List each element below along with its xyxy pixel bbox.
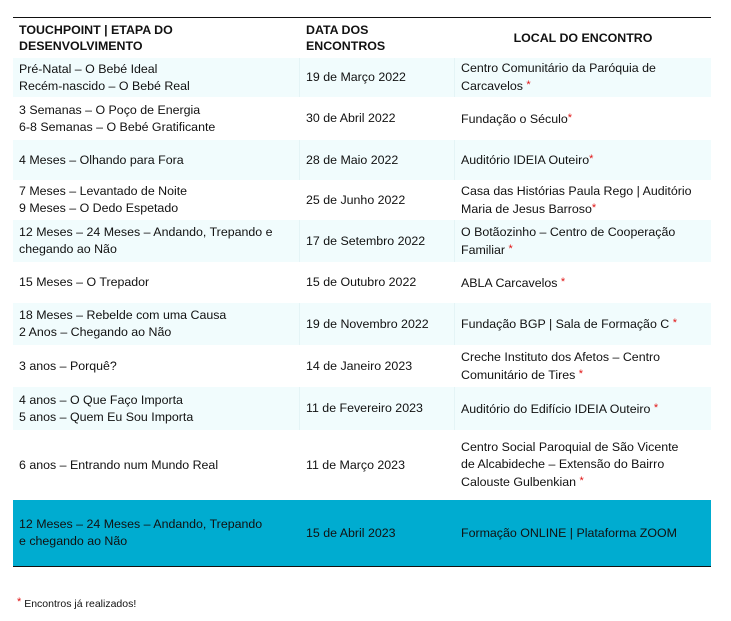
cell-date: [300, 58, 455, 97]
stage-line: Pré-Natal – O Bebé Ideal: [19, 61, 158, 76]
location-text: Familiar: [461, 242, 509, 257]
location-text: Centro Social Paroquial de São Vicente: [461, 440, 679, 454]
cell-location: [455, 500, 711, 566]
table-row: [13, 500, 711, 566]
date-text: 28 de Maio 2022: [306, 152, 399, 167]
cell-location: [455, 180, 711, 220]
location-line: [461, 183, 711, 200]
done-marker: *: [508, 242, 513, 255]
stage-line: 15 Meses – O Trepador: [19, 275, 150, 289]
footnote: [17, 596, 136, 610]
cell-date: [300, 180, 455, 220]
stage-line: 4 anos – O Que Faço Importa: [19, 392, 183, 407]
date-text: 15 de Abril 2023: [306, 525, 396, 540]
location-line: [461, 349, 711, 366]
location-text: Fundação BGP | Sala de Formação C: [461, 317, 673, 331]
stage-line: 9 Meses – O Dedo Espetado: [19, 201, 179, 215]
date-text: 15 de Outubro 2022: [306, 275, 417, 289]
stage-line: 12 Meses – 24 Meses – Andando, Trepando e: [19, 225, 273, 239]
cell-stage: [13, 180, 300, 220]
location-text: Carcavelos: [461, 79, 527, 93]
location-text: O Botãozinho – Centro de Cooperação: [461, 224, 676, 239]
cell-stage: [13, 387, 300, 430]
stage-line: 12 Meses – 24 Meses – Andando, Trepando: [19, 517, 263, 531]
location-text: Fundação o Século: [461, 111, 568, 126]
location-text: ABLA Carcavelos: [461, 275, 561, 290]
stage-line: 6 anos – Entrando num Mundo Real: [19, 457, 219, 472]
location-text: Calouste Gulbenkian: [461, 475, 580, 489]
location-text: Comunitário de Tires: [461, 367, 579, 382]
stage-line: 6-8 Semanas – O Bebé Gratificante: [19, 119, 216, 134]
location-text: de Alcabideche – Extensão do Bairro: [461, 457, 665, 471]
cell-location: [455, 262, 711, 303]
location-line: [461, 110, 711, 128]
date-text: 19 de Março 2022: [306, 70, 406, 84]
cell-stage: [13, 345, 300, 387]
cell-location: [455, 220, 711, 262]
location-line: [461, 315, 711, 333]
done-marker: *: [653, 401, 659, 414]
header-touchpoint-line: TOUCHPOINT | ETAPA DO: [19, 23, 173, 37]
cell-stage: [13, 430, 300, 500]
cell-date: [300, 140, 455, 180]
header-location: [455, 18, 711, 58]
cell-date: [300, 97, 455, 140]
done-marker: *: [579, 475, 584, 487]
stage-line: 4 Meses – Olhando para Fora: [19, 152, 184, 167]
cell-stage: [13, 500, 300, 566]
footnote-marker: *: [17, 596, 22, 608]
stage-line: 3 Semanas – O Poço de Energia: [19, 102, 201, 117]
cell-date: [300, 220, 455, 262]
date-text: 11 de Março 2023: [306, 457, 405, 472]
location-line: [461, 456, 711, 473]
date-text: 14 de Janeiro 2023: [306, 358, 413, 373]
location-text: Casa das Histórias Paula Rego | Auditório: [461, 183, 692, 198]
location-line: [461, 473, 711, 491]
header-location-text: LOCAL DO ENCONTRO: [513, 31, 653, 45]
cell-date: [300, 303, 455, 345]
date-text: 25 de Junho 2022: [306, 192, 406, 207]
cell-date: [300, 262, 455, 303]
cell-stage: [13, 97, 300, 140]
cell-location: [455, 58, 711, 97]
location-line: [461, 366, 711, 384]
table-row: [13, 58, 711, 97]
header-touchpoint: [13, 18, 300, 58]
stage-line: chegando ao Não: [19, 242, 117, 256]
stage-line: 5 anos – Quem Eu Sou Importa: [19, 409, 194, 424]
cell-date: [300, 345, 455, 387]
stage-line: 7 Meses – Levantado de Noite: [19, 184, 188, 198]
done-marker: *: [526, 79, 531, 91]
table-row: [13, 220, 711, 262]
location-text: Auditório do Edifício IDEIA Outeiro: [461, 401, 654, 416]
header-date-line: ENCONTROS: [306, 39, 386, 53]
done-marker: *: [578, 367, 584, 380]
date-text: 30 de Abril 2022: [306, 111, 396, 125]
location-text: Maria de Jesus Barroso: [461, 201, 592, 216]
done-marker: *: [560, 275, 566, 288]
stage-line: e chegando ao Não: [19, 534, 128, 548]
stage-line: 2 Anos – Chegando ao Não: [19, 325, 172, 339]
location-line: [461, 200, 711, 218]
location-line: [461, 77, 711, 95]
table-row: [13, 97, 711, 140]
location-text: Creche Instituto dos Afetos – Centro: [461, 349, 661, 364]
cell-location: [455, 140, 711, 180]
cell-stage: [13, 303, 300, 345]
cell-date: [300, 500, 455, 566]
table-header: [13, 18, 711, 58]
location-line: [461, 439, 711, 456]
stage-line: Recém-nascido – O Bebé Real: [19, 78, 190, 93]
table-row: [13, 387, 711, 430]
table-row: [13, 303, 711, 345]
table-row: [13, 180, 711, 220]
cell-location: [455, 430, 711, 500]
location-text: Formação ONLINE | Plataforma ZOOM: [461, 525, 677, 540]
cell-stage: [13, 220, 300, 262]
location-line: [461, 241, 711, 259]
header-date-line: DATA DOS: [306, 23, 369, 37]
location-line: [461, 224, 711, 241]
cell-date: [300, 387, 455, 430]
date-text: 19 de Novembro 2022: [306, 316, 429, 331]
footnote-text: Encontros já realizados!: [21, 598, 137, 610]
cell-location: [455, 303, 711, 345]
cell-date: [300, 430, 455, 500]
cell-stage: [13, 58, 300, 97]
table-row: [13, 140, 711, 180]
location-line: [461, 525, 711, 542]
done-marker: *: [589, 153, 594, 165]
header-date: [300, 18, 455, 58]
location-line: [461, 274, 711, 292]
done-marker: *: [672, 317, 677, 329]
meetings-table: [13, 17, 711, 567]
stage-line: 3 anos – Porquê?: [19, 358, 117, 373]
table-row: [13, 345, 711, 387]
date-text: 11 de Fevereiro 2023: [306, 401, 423, 415]
table-row: [13, 430, 711, 500]
table-row: [13, 262, 711, 303]
cell-location: [455, 387, 711, 430]
date-text: 17 de Setembro 2022: [306, 233, 426, 248]
cell-location: [455, 345, 711, 387]
done-marker: *: [591, 201, 597, 214]
cell-stage: [13, 140, 300, 180]
header-touchpoint-line: DESENVOLVIMENTO: [19, 39, 143, 53]
location-line: [461, 60, 711, 77]
cell-location: [455, 97, 711, 140]
location-text: Centro Comunitário da Paróquia de: [461, 61, 656, 75]
stage-line: 18 Meses – Rebelde com uma Causa: [19, 308, 227, 322]
location-line: [461, 151, 711, 169]
done-marker: *: [567, 111, 573, 124]
cell-stage: [13, 262, 300, 303]
location-line: [461, 400, 711, 418]
location-text: Auditório IDEIA Outeiro: [461, 153, 590, 167]
